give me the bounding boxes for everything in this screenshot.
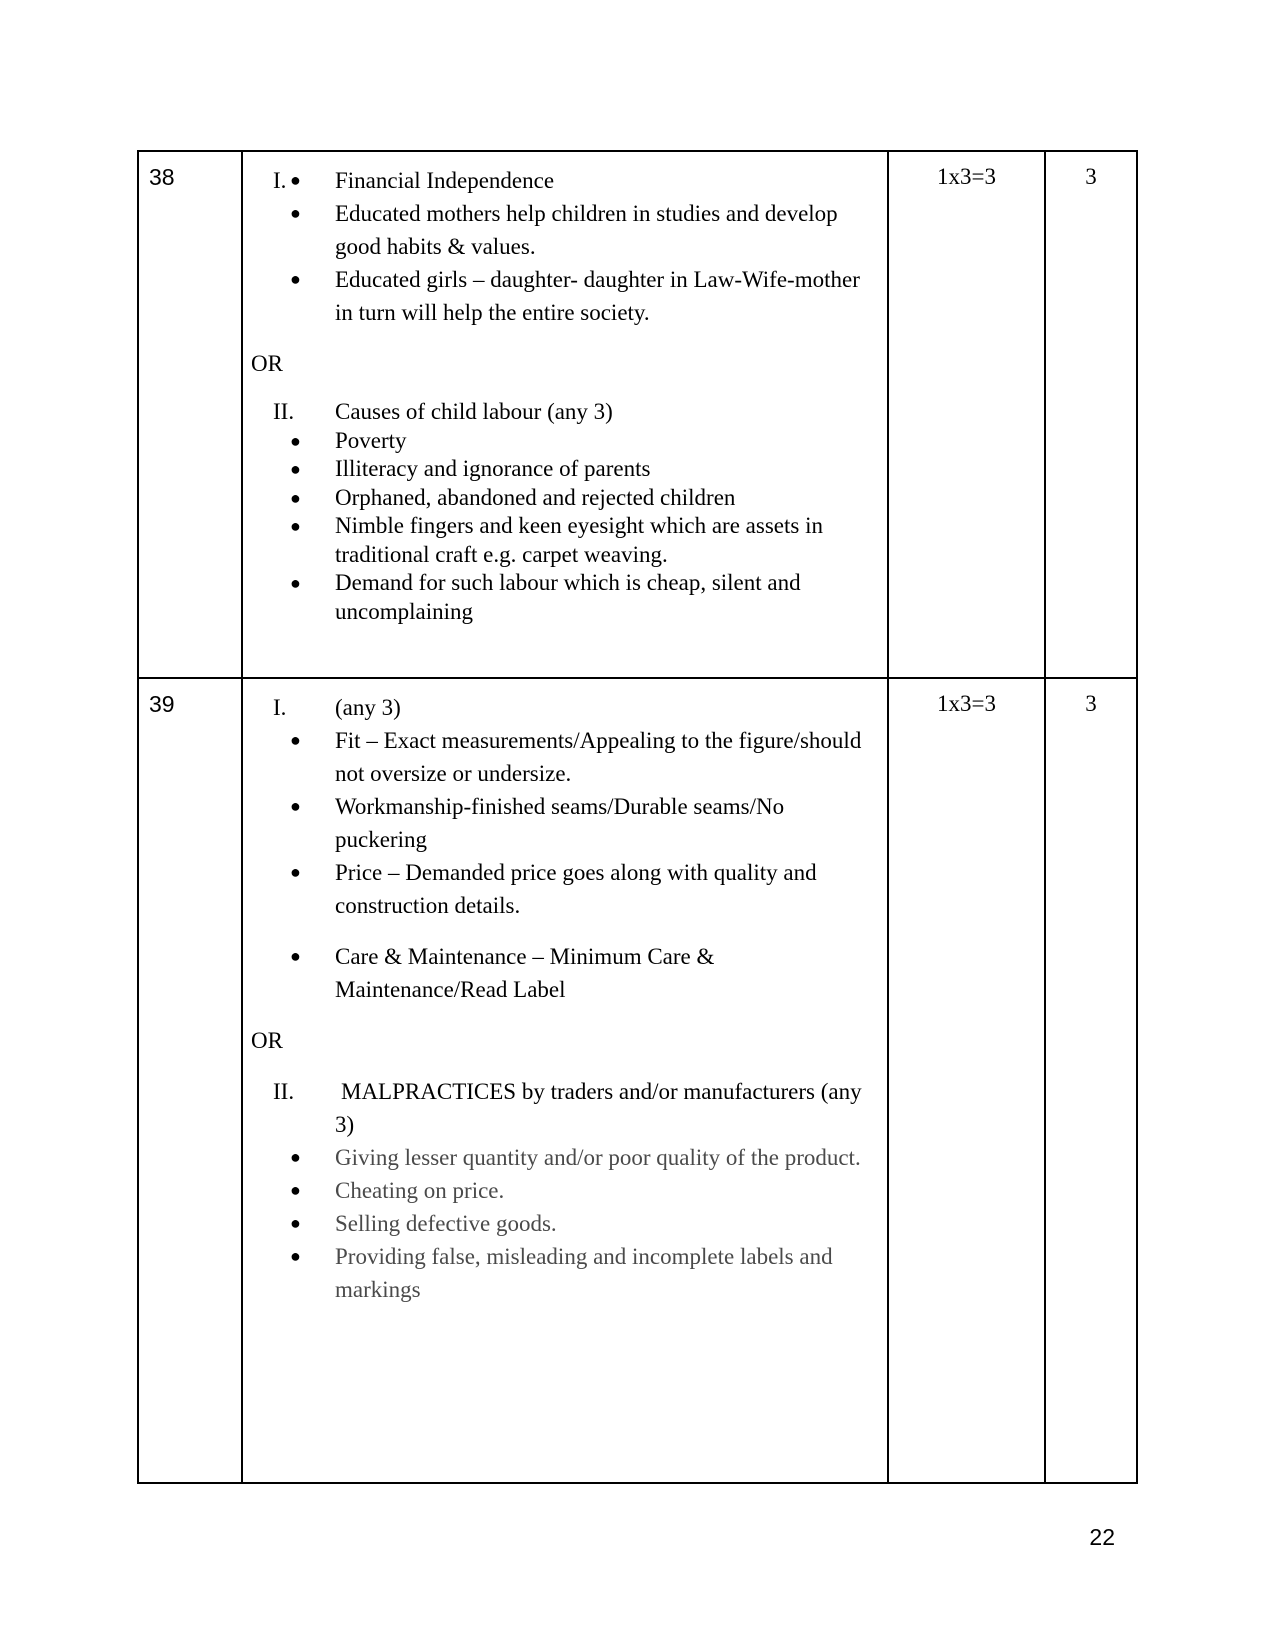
bullet-icon: ● (290, 796, 301, 816)
list-item: ● Illiteracy and ignorance of parents (251, 455, 875, 484)
bullet-list (251, 164, 875, 329)
bullet-icon: ● (290, 573, 301, 593)
question-number: 39 (138, 678, 242, 1483)
roman-numeral: I. (273, 695, 287, 720)
list-item: ● Orphaned, abandoned and rejected children (251, 484, 875, 513)
bullet-icon: ● (290, 1180, 301, 1200)
list-item: ● Workmanship-finished seams/Durable seams/No puckering (251, 790, 875, 856)
list-item: ● Demand for such labour which is cheap, silent and uncomplaining (290, 570, 801, 624)
list-item: ● Cheating on price. (251, 1174, 875, 1207)
roman-numeral: II. (273, 1079, 295, 1104)
part-heading: (any 3) (335, 695, 401, 720)
part-one (251, 691, 875, 724)
spacer (251, 922, 875, 940)
answer-cell (242, 678, 888, 1483)
list-item: ● Care & Maintenance – Minimum Care & Maintenance/Read Label (251, 940, 875, 1006)
bullet-list (251, 940, 875, 1006)
list-item: ● Selling defective goods. (251, 1207, 875, 1240)
table-row (138, 151, 1137, 678)
question-number: 38 (138, 151, 242, 678)
list-item: ● Financial Independence (251, 164, 875, 197)
part-two (251, 398, 875, 427)
roman-numeral: II. (273, 399, 295, 424)
list-item: ● Educated mothers help children in studies and develop good habits & values. (251, 197, 875, 263)
bullet-icon: ● (290, 730, 301, 750)
bullet-icon: ● (290, 487, 301, 508)
or-label: OR (251, 351, 283, 376)
answer-cell (242, 151, 888, 678)
split-marks: 1x3=3 (888, 678, 1045, 1483)
bullet-icon: ● (290, 516, 301, 536)
bullet-icon: ● (290, 430, 301, 451)
list-item: ● Poverty (251, 427, 875, 456)
bullet-icon: ● (290, 862, 301, 882)
bullet-icon: ● (290, 269, 301, 289)
bullet-icon: ● (290, 203, 301, 223)
list-item: ● Giving lesser quantity and/or poor quality of the product. (251, 1141, 875, 1174)
bullet-icon: ● (290, 170, 301, 190)
bullet-icon: ● (290, 1213, 301, 1233)
split-marks: 1x3=3 (888, 151, 1045, 678)
bullet-icon: ● (290, 459, 301, 479)
bullet-list (251, 724, 875, 922)
list-item: ● Price – Demanded price goes along with quality and construction details. (251, 856, 875, 922)
page-number: 22 (1089, 1524, 1115, 1550)
bullet-icon: ● (290, 946, 301, 966)
total-marks: 3 (1045, 678, 1137, 1483)
bullet-icon: ● (290, 1147, 301, 1167)
or-label: OR (251, 1028, 283, 1053)
bullet-list (251, 1141, 875, 1306)
bullet-icon: ● (290, 1246, 301, 1266)
part-two (251, 1075, 875, 1141)
list-item: ● Fit – Exact measurements/Appealing to the figure/should not oversize or undersize. (251, 724, 875, 790)
bullet-list (251, 427, 875, 627)
part-heading: Causes of child labour (any 3) (335, 399, 613, 424)
marking-scheme-table (137, 150, 1138, 1484)
table-row (138, 678, 1137, 1483)
list-item: ● Educated girls – daughter- daughter in Law-Wife-mother in turn will help the entire society. (251, 263, 875, 329)
part-heading: MALPRACTICES by traders and/or manufacturers (any 3) (335, 1079, 862, 1137)
roman-numeral: I. (273, 168, 287, 193)
total-marks: 3 (1045, 151, 1137, 678)
list-item: ● Providing false, misleading and incomplete labels and markings (251, 1240, 875, 1306)
list-item: ● Nimble fingers and keen eyesight which are assets in traditional craft e.g. carpet weaving. (290, 513, 823, 567)
